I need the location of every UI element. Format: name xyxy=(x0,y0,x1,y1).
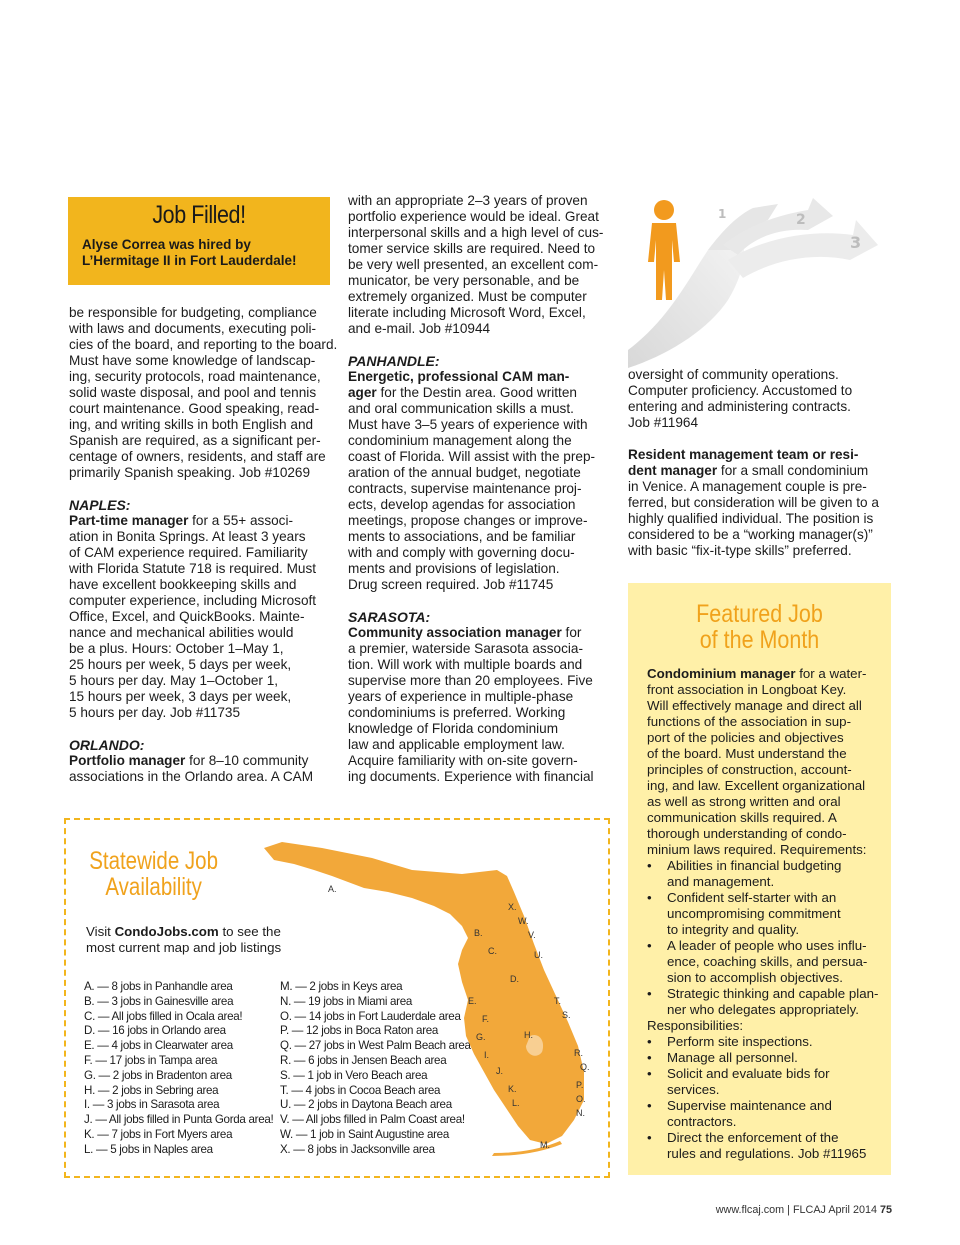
featured-title-line: of the Month xyxy=(699,626,820,654)
text-line: rules and regulations. Job #11965 xyxy=(667,1146,867,1161)
text-line: primarily Spanish speaking. Job #10269 xyxy=(69,465,311,480)
text-line: • A leader of people who uses influ- xyxy=(667,938,867,953)
page-number: 75 xyxy=(879,1204,892,1216)
text-line: cies of the board, and reporting to the board. xyxy=(69,337,338,352)
job-lead: dent manager xyxy=(628,463,718,478)
text-line xyxy=(69,753,339,769)
list-item: A. — 8 jobs in Panhandle area xyxy=(84,980,233,993)
text-line: • Strategic thinking and capable plan- xyxy=(667,986,879,1001)
orlando-listing xyxy=(69,737,339,785)
text-line: port of the policies and objectives xyxy=(647,730,844,745)
list-item: D. — 16 jobs in Orlando area xyxy=(84,1024,226,1038)
list-item: H. — 2 jobs in Sebring area xyxy=(84,1083,219,1097)
text-line: knowledge of Florida condominium xyxy=(348,721,559,736)
job-filled-line: L’Hermitage II in Fort Lauderdale! xyxy=(82,253,297,268)
region-heading: NAPLES: xyxy=(69,497,131,513)
statewide-title-line: Statewide Job xyxy=(89,847,218,875)
map-label: P. xyxy=(576,1080,584,1090)
text-line: ments to associations, and be familiar xyxy=(348,529,576,544)
footer-site: www.flcaj.com xyxy=(715,1204,785,1216)
list-item: J. — All jobs filled in Punta Gorda area! xyxy=(84,1113,274,1127)
text-line: communication skills required. A xyxy=(647,810,837,825)
text-line: 5 hours per day. Job #11735 xyxy=(69,705,241,720)
text-line: Spanish are required, as a significant per- xyxy=(69,433,321,448)
list-item: W. — 1 job in Saint Augustine area xyxy=(280,1127,449,1141)
statewide-title-line: Availability xyxy=(105,873,202,901)
text-line: tomer service skills are required. Need to xyxy=(348,241,596,256)
text-span: for a water- xyxy=(795,666,867,681)
job-count-list-left xyxy=(84,980,273,1158)
text-line: Must have 3–5 years of experience with xyxy=(348,417,588,432)
text-line: sion to accomplish objectives. xyxy=(667,970,843,985)
text-line: • Perform site inspections. xyxy=(667,1034,813,1049)
col1-intro xyxy=(69,305,339,481)
list-item: T. — 4 jobs in Cocoa Beach area xyxy=(280,1083,441,1097)
job-lead: Resident management team or resi- xyxy=(628,447,859,462)
list-item: V. — All jobs filled in Palm Coast area! xyxy=(280,1113,465,1127)
map-label: E. xyxy=(468,996,477,1006)
text-line: ing, and law. Excellent organizational xyxy=(647,778,866,793)
text-line: • Direct the enforcement of the xyxy=(667,1130,839,1145)
list-item xyxy=(667,858,887,890)
text-line: computer experience, including Microsoft xyxy=(69,593,317,608)
text-span: to see the xyxy=(218,924,281,939)
list-item: C. — All jobs filled in Ocala area! xyxy=(84,1009,243,1023)
arrow-number: 2 xyxy=(796,212,806,228)
text-line xyxy=(348,625,618,641)
text-line: meetings, propose changes or improve- xyxy=(348,513,588,528)
statewide-title xyxy=(88,848,219,900)
text-line: court maintenance. Good speaking, read- xyxy=(69,401,320,416)
arrow-number: 1 xyxy=(718,207,727,221)
text-line: years of experience in multiple-phase xyxy=(348,689,574,704)
text-line: • Solicit and evaluate bids for xyxy=(667,1066,830,1081)
text-line: be very well presented, an excellent com- xyxy=(348,257,599,272)
map-label: O. xyxy=(576,1094,586,1104)
text-line: a premier, waterside Sarasota associa- xyxy=(348,641,583,656)
text-line: nance and mechanical abilities would xyxy=(69,625,294,640)
text-line xyxy=(647,666,887,682)
crossroads-illustration xyxy=(628,190,890,368)
featured-text xyxy=(647,666,887,1162)
site-link[interactable]: CondoJobs.com xyxy=(114,924,219,939)
job-lead: Condominium manager xyxy=(647,666,796,681)
map-label: S. xyxy=(562,1010,571,1020)
text-line: contracts, supervise maintenance proj- xyxy=(348,481,582,496)
text-line: aration of the annual budget, negotiate xyxy=(348,465,581,480)
list-item: K. — 7 jobs in Fort Myers area xyxy=(84,1127,233,1141)
map-label: T. xyxy=(554,996,562,1006)
map-label: K. xyxy=(508,1084,517,1094)
list-item: L. — 5 jobs in Naples area xyxy=(84,1142,213,1156)
text-line: and e-mail. Job #10944 xyxy=(348,321,491,336)
text-line: interpersonal skills and a high level of cus- xyxy=(348,225,604,240)
text-line: Must have some knowledge of landscap- xyxy=(69,353,316,368)
text-line: ing documents. Experience with financial xyxy=(348,769,594,784)
text-span: for 8–10 community xyxy=(185,753,309,768)
text-line: considered to be a “working manager(s)” xyxy=(628,527,873,542)
featured-job-box xyxy=(628,583,891,1175)
list-item xyxy=(667,1066,887,1098)
text-line: oversight of community operations. xyxy=(628,367,839,382)
text-line: principles of construction, account- xyxy=(647,762,852,777)
text-line xyxy=(348,385,618,401)
region-heading: SARASOTA: xyxy=(348,609,431,625)
map-label: X. xyxy=(508,902,517,912)
text-span: for a 55+ associ- xyxy=(188,513,294,528)
text-span: Visit xyxy=(86,924,115,939)
job-filled-line: Alyse Correa was hired by xyxy=(82,237,251,252)
text-line: to integrity and quality. xyxy=(667,922,800,937)
sarasota-listing xyxy=(348,609,618,785)
map-label: F. xyxy=(482,1014,490,1024)
featured-title xyxy=(646,601,872,653)
text-line: extremely organized. Must be computer xyxy=(348,289,587,304)
text-line: Drug screen required. Job #11745 xyxy=(348,577,554,592)
text-line: solid waste disposal, and pool and tennis xyxy=(69,385,317,400)
map-label: N. xyxy=(576,1108,585,1118)
text-line: with basic “fix-it-type skills” preferred. xyxy=(628,543,852,558)
florida-map xyxy=(262,840,606,1160)
list-item: U. — 2 jobs in Daytona Beach area xyxy=(280,1098,452,1112)
list-item: I. — 3 jobs in Sarasota area xyxy=(84,1098,220,1112)
text-line: ing, and writing skills in both English and xyxy=(69,417,314,432)
map-label: G. xyxy=(476,1032,486,1042)
list-item: B. — 3 jobs in Gainesville area xyxy=(84,994,234,1008)
text-line: in Venice. A management couple is pre- xyxy=(628,479,867,494)
text-line: functions of the association in sup- xyxy=(647,714,852,729)
venice-listing xyxy=(628,447,898,559)
text-line: • Manage all personnel. xyxy=(667,1050,798,1065)
text-line: condominium management along the xyxy=(348,433,572,448)
column-1 xyxy=(69,305,339,785)
region-heading: PANHANDLE: xyxy=(348,353,440,369)
job-lead: Energetic, professional CAM man- xyxy=(348,369,570,384)
arrow-number: 3 xyxy=(850,233,862,252)
map-label: Q. xyxy=(580,1062,590,1072)
text-line: Job #11964 xyxy=(628,415,699,430)
panhandle-listing xyxy=(348,353,618,593)
job-filled-text xyxy=(82,237,322,269)
text-line: of the board. Must understand the xyxy=(647,746,847,761)
text-line xyxy=(69,513,339,529)
col2-intro xyxy=(348,193,618,337)
list-item: Q. — 27 jobs in West Palm Beach area xyxy=(280,1039,471,1053)
list-item: M. — 2 jobs in Keys area xyxy=(280,980,403,993)
map-label: W. xyxy=(518,916,529,926)
job-lead: Part-time manager xyxy=(69,513,189,528)
job-filled-box xyxy=(68,197,330,285)
map-label: V. xyxy=(528,930,536,940)
footer-magazine: FLCAJ April 2014 xyxy=(792,1204,877,1216)
text-line: of CAM experience required. Familiarity xyxy=(69,545,308,560)
person-figure xyxy=(648,200,680,300)
text-line: ence, coaching skills, and persua- xyxy=(667,954,868,969)
map-label: I. xyxy=(484,1050,490,1060)
text-line: be a plus. Hours: October 1–May 1, xyxy=(69,641,284,656)
text-line: ner who delegates appropriately. xyxy=(667,1002,859,1017)
florida-keys xyxy=(492,1141,562,1156)
text-line: most current map and job listings xyxy=(86,940,282,955)
text-line: with and comply with governing docu- xyxy=(348,545,575,560)
text-line: ects, develop agendas for association xyxy=(348,497,576,512)
florida-shape xyxy=(264,842,584,1144)
text-line: condominiums is preferred. Working xyxy=(348,705,566,720)
column-2 xyxy=(348,193,618,785)
road-path xyxy=(628,230,744,368)
map-label: J. xyxy=(496,1066,504,1076)
list-item: S. — 1 job in Vero Beach area xyxy=(280,1068,428,1082)
text-line: Will effectively manage and direct all xyxy=(647,698,862,713)
text-line: Office, Excel, and QuickBooks. Mainte- xyxy=(69,609,305,624)
text-line: Computer proficiency. Accustomed to xyxy=(628,383,853,398)
text-line: and management. xyxy=(667,874,775,889)
text-line: front association in Longboat Key. xyxy=(647,682,847,697)
text-line: municator, be very personable, and be xyxy=(348,273,580,288)
text-line: contractors. xyxy=(667,1114,737,1129)
requirements-list xyxy=(647,858,887,1018)
page-footer xyxy=(716,1204,892,1216)
text-line: literate including Microsoft Word, Excel, xyxy=(348,305,586,320)
text-line: coast of Florida. Will assist with the prep- xyxy=(348,449,596,464)
responsibilities-label: Responsibilities: xyxy=(647,1018,744,1033)
text-span: for the Destin area. Good written xyxy=(376,385,577,400)
text-line: ing, security protocols, road maintenance, xyxy=(69,369,321,384)
text-line: • Abilities in financial budgeting xyxy=(667,858,842,873)
list-item xyxy=(667,938,887,986)
list-item: X. — 8 jobs in Jacksonville area xyxy=(280,1142,435,1156)
list-item xyxy=(667,890,887,938)
text-line: highly qualified individual. The position is xyxy=(628,511,874,526)
text-line: • Supervise maintenance and xyxy=(667,1098,832,1113)
text-line: services. xyxy=(667,1082,720,1097)
text-line: supervise more than 20 employees. Five xyxy=(348,673,593,688)
naples-listing xyxy=(69,497,339,721)
map-label: D. xyxy=(510,974,519,984)
text-line xyxy=(628,463,898,479)
list-item: G. — 2 jobs in Bradenton area xyxy=(84,1068,232,1082)
text-line: thorough understanding of condo- xyxy=(647,826,847,841)
list-item xyxy=(667,986,887,1018)
text-line: entering and administering contracts. xyxy=(628,399,851,414)
map-label: L. xyxy=(512,1098,520,1108)
list-item xyxy=(667,1098,887,1130)
list-item xyxy=(667,1130,887,1162)
text-line: 25 hours per week, 5 days per week, xyxy=(69,657,292,672)
map-label: A. xyxy=(328,884,337,894)
job-lead: ager xyxy=(348,385,377,400)
text-line: uncompromising commitment xyxy=(667,906,841,921)
map-label: B. xyxy=(474,928,483,938)
text-line: with Florida Statute 718 is required. Must xyxy=(69,561,317,576)
text-line: • Confident self-starter with an xyxy=(667,890,837,905)
text-line: tion. Will work with multiple boards and xyxy=(348,657,583,672)
job-filled-title: Job Filled! xyxy=(152,201,246,229)
region-heading: ORLANDO: xyxy=(69,737,145,753)
text-line: as well as strong written and oral xyxy=(647,794,841,809)
list-item xyxy=(667,1034,887,1050)
list-item: O. — 14 jobs in Fort Lauderdale area xyxy=(280,1009,461,1023)
column-3 xyxy=(628,367,898,559)
text-line: associations in the Orlando area. A CAM xyxy=(69,769,314,784)
text-line: law and applicable employment law. xyxy=(348,737,565,752)
text-line: ferred, but consideration will be given to a xyxy=(628,495,879,510)
statewide-job-box xyxy=(64,818,610,1178)
list-item: F. — 17 jobs in Tampa area xyxy=(84,1053,218,1067)
footer-separator: | xyxy=(787,1204,790,1216)
list-item: N. — 19 jobs in Miami area xyxy=(280,994,413,1008)
list-item: P. — 12 jobs in Boca Raton area xyxy=(280,1024,439,1038)
responsibilities-list xyxy=(647,1034,887,1162)
list-item: E. — 4 jobs in Clearwater area xyxy=(84,1039,233,1053)
col3-intro xyxy=(628,367,898,431)
text-line: ation in Bonita Springs. At least 3 years xyxy=(69,529,306,544)
text-line: with an appropriate 2–3 years of proven xyxy=(348,193,588,208)
text-line: 15 hours per week, 3 days per week, xyxy=(69,689,292,704)
text-line: with laws and documents, executing poli- xyxy=(69,321,317,336)
text-line: and oral communication skills a must. xyxy=(348,401,574,416)
text-span: for a small condominium xyxy=(717,463,869,478)
text-span: for xyxy=(561,625,582,640)
text-line: centage of owners, residents, and staff are xyxy=(69,449,326,464)
list-item: R. — 6 jobs in Jensen Beach area xyxy=(280,1053,447,1067)
list-item xyxy=(667,1050,887,1066)
text-line: ments and provisions of legislation. xyxy=(348,561,560,576)
map-label: U. xyxy=(534,950,543,960)
text-line: Acquire familiarity with on-site govern- xyxy=(348,753,578,768)
map-label: M. xyxy=(540,1140,550,1150)
text-line: be responsible for budgeting, compliance xyxy=(69,305,317,320)
text-line: minium laws required. Requirements: xyxy=(647,842,867,857)
map-label: R. xyxy=(574,1048,583,1058)
map-label: C. xyxy=(488,946,497,956)
job-lead: Community association manager xyxy=(348,625,562,640)
text-line: have excellent bookkeeping skills and xyxy=(69,577,297,592)
job-lead: Portfolio manager xyxy=(69,753,186,768)
map-label: H. xyxy=(524,1030,533,1040)
text-line: 5 hours per day. May 1–October 1, xyxy=(69,673,279,688)
featured-title-line: Featured Job xyxy=(696,600,823,628)
text-line: portfolio experience would be ideal. Great xyxy=(348,209,599,224)
